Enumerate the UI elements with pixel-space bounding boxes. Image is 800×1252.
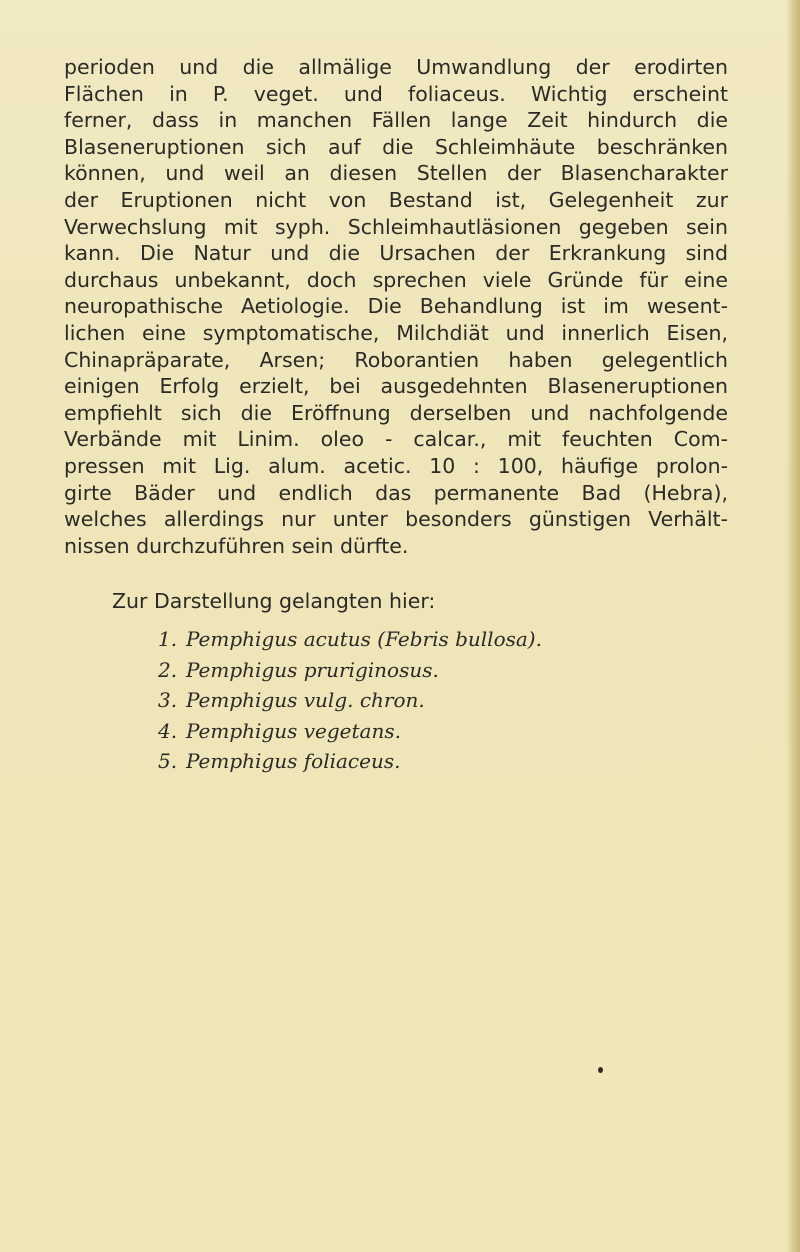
paragraph-line: Blaseneruptionen sich auf die Schleimhäute beschränken	[64, 134, 728, 159]
paragraph-line: Chinapräparate, Arsen; Roborantien haben gelegentlich	[64, 347, 728, 372]
list-item-text: Pemphigus pruriginosus.	[186, 657, 439, 682]
paragraph-line: durchaus unbekannt, doch sprechen viele Gründe für eine	[64, 267, 728, 292]
paragraph-line: lichen eine symptomatische, Milchdiät und innerlich Eisen,	[64, 320, 728, 345]
list-intro: Zur Darstellung gelangten hier:	[112, 589, 436, 613]
list-item-text: Pemphigus vulg. chron.	[186, 688, 425, 712]
list-item-text: Pemphigus vegetans.	[186, 718, 401, 743]
list-item-number: 1.	[158, 627, 178, 651]
paragraph-line: neuropathische Aetiologie. Die Behandlung ist im wesent-	[64, 294, 728, 319]
list-item	[158, 746, 542, 777]
paragraph-line: empfiehlt sich die Eröffnung derselben und nachfolgende	[64, 400, 728, 425]
list-item-number: 4.	[158, 718, 178, 743]
list-item	[158, 624, 542, 655]
paragraph-line: einigen Erfolg erzielt, bei ausgedehnten Blaseneruptionen	[64, 374, 728, 399]
paragraph-line: können, und weil an diesen Stellen der Blasencharakter	[64, 161, 728, 186]
paragraph-line: pressen mit Lig. alum. acetic. 10 : 100, häufige prolon-	[64, 453, 728, 478]
paragraph-line: Verbände mit Linim. oleo - calcar., mit feuchten Com-	[64, 427, 728, 452]
list-item	[158, 716, 542, 747]
paragraph-line: perioden und die allmälige Umwandlung der erodirten	[64, 55, 728, 79]
ink-dot	[598, 1067, 603, 1073]
paragraph-line: kann. Die Natur und die Ursachen der Erkrankung sind	[64, 241, 728, 266]
paragraph-line: ferner, dass in manchen Fällen lange Zeit hindurch die	[64, 108, 728, 133]
paragraph-line: welches allerdings nur unter besonders günstigen Verhält-	[64, 507, 728, 532]
paragraph-line: Flächen in P. veget. und foliaceus. Wichtig erscheint	[64, 81, 728, 106]
list-item	[158, 655, 542, 686]
list-item-number: 3.	[158, 688, 178, 712]
paragraph-line: girte Bäder und endlich das permanente Bad (Hebra),	[64, 480, 728, 505]
list-item	[158, 685, 542, 716]
list-item-text: Pemphigus acutus (Febris bullosa).	[186, 627, 542, 651]
paragraph-line: der Eruptionen nicht von Bestand ist, Gelegenheit zur	[64, 187, 728, 212]
list-item-text: Pemphigus foliaceus.	[186, 749, 401, 773]
paragraph-line-last: nissen durchzuführen sein dürfte.	[64, 533, 409, 558]
paragraph-line: Verwechslung mit syph. Schleimhautläsionen gegeben sein	[64, 214, 728, 239]
list-item-number: 2.	[158, 657, 178, 682]
pemphigus-list	[158, 624, 542, 777]
body-paragraph	[64, 54, 728, 559]
list-item-number: 5.	[158, 749, 178, 773]
page-edge-shadow	[786, 0, 800, 1252]
